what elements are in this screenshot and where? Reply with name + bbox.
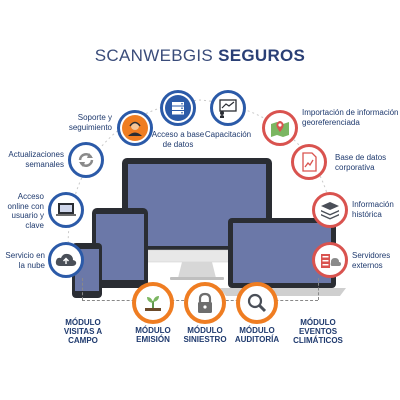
refresh-icon	[73, 147, 99, 173]
georef-label: Importación de información georeferenciada	[302, 108, 399, 127]
chart-document-icon	[296, 149, 322, 175]
corporate-db-circle[interactable]	[291, 144, 327, 180]
lock-icon	[195, 292, 215, 314]
module-emission-circle[interactable]	[132, 282, 174, 324]
support-label: Soporte y seguimiento	[68, 113, 112, 132]
module-audit-circle[interactable]	[236, 282, 278, 324]
module-climate-label[interactable]: MÓDULO EVENTOS CLIMÁTICOS	[293, 318, 343, 345]
laptop-circle[interactable]	[48, 192, 84, 228]
module-claim-label: MÓDULO SINIESTRO	[183, 326, 227, 344]
presentation-icon	[215, 95, 241, 121]
right-module-connector	[318, 278, 319, 300]
history-circle[interactable]	[312, 192, 348, 228]
history-label: Información histórica	[352, 200, 394, 219]
layers-icon	[317, 197, 343, 223]
title-light: SCANWEBGIS	[94, 46, 214, 65]
training-circle[interactable]	[210, 90, 246, 126]
plant-icon	[142, 292, 164, 314]
training-label: Capacitación	[204, 130, 252, 139]
server-icon	[165, 95, 191, 121]
support-agent-icon	[122, 115, 148, 141]
laptop-icon	[53, 197, 79, 223]
online-access-label: Acceso online con usuario y clave	[7, 192, 44, 230]
module-visits-label[interactable]: MÓDULO VISITAS A CAMPO	[63, 318, 103, 345]
title-bold: SEGUROS	[218, 46, 306, 65]
refresh-circle[interactable]	[68, 142, 104, 178]
updates-label: Actualizaciones semanales	[8, 150, 64, 169]
magnifier-icon	[246, 292, 268, 314]
cloud-icon	[53, 247, 79, 273]
left-module-connector	[82, 278, 83, 300]
cloud-service-label: Servicio en la nube	[5, 251, 45, 270]
external-servers-circle[interactable]	[312, 242, 348, 278]
map-pin-icon	[267, 115, 293, 141]
server-circle[interactable]	[160, 90, 196, 126]
corporate-db-label: Base de datos corporativa	[335, 153, 387, 172]
module-audit-label: MÓDULO AUDITORÍA	[234, 326, 280, 344]
cloud-server-icon	[317, 247, 343, 273]
module-claim-circle[interactable]	[184, 282, 226, 324]
module-emission-label: MÓDULO EMISIÓN	[135, 326, 171, 344]
cloud-circle[interactable]	[48, 242, 84, 278]
georef-circle[interactable]	[262, 110, 298, 146]
db-access-label: Acceso a base de datos	[151, 130, 205, 149]
external-servers-label: Servidores externos	[352, 251, 391, 270]
